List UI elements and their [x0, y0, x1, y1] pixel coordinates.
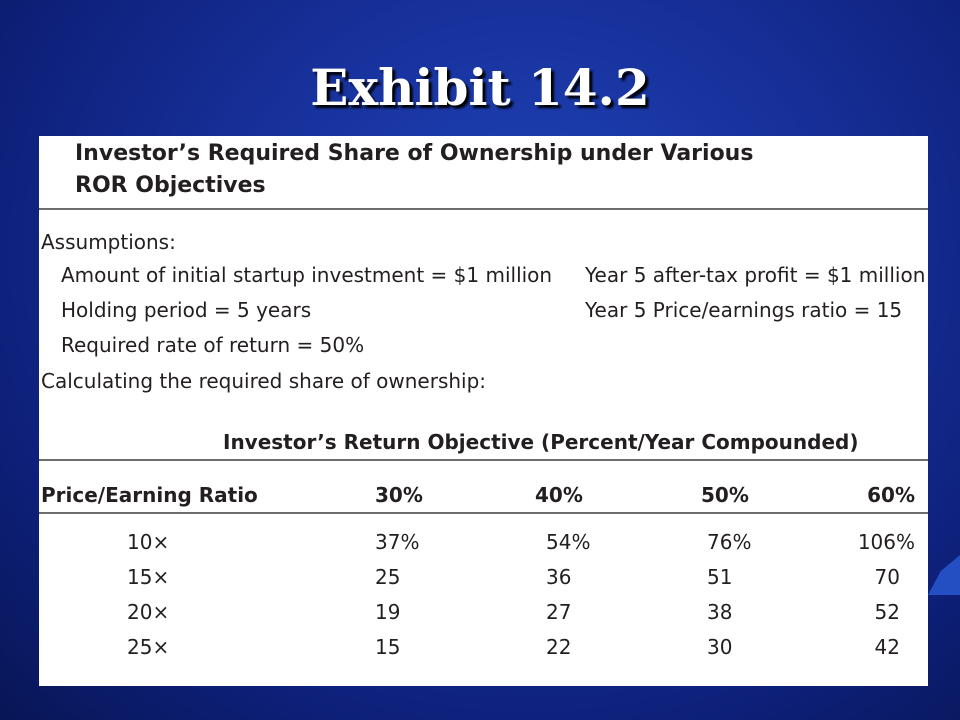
row-cell-50: 38 — [707, 600, 733, 624]
row-cell-60: 52 — [874, 600, 900, 624]
exhibit-table — [39, 136, 928, 686]
row-pe-cell: 10× — [127, 530, 170, 554]
assumption-holding-period: Holding period = 5 years — [61, 298, 312, 322]
assumption-required-return: Required rate of return = 50% — [61, 333, 365, 357]
column-header-40: 40% — [535, 483, 583, 507]
column-header-pe-ratio: Price/Earning Ratio — [41, 483, 258, 507]
table-title — [75, 138, 753, 202]
row-pe-cell: 20× — [127, 600, 170, 624]
row-pe-cell: 25× — [127, 635, 170, 659]
divider — [39, 208, 928, 210]
background-decoration — [928, 555, 960, 595]
row-cell-50: 30 — [707, 635, 733, 659]
row-cell-60: 106% — [857, 530, 915, 554]
column-group-header: Investor’s Return Objective (Percent/Year Compounded) — [223, 430, 859, 454]
divider — [39, 459, 928, 461]
row-cell-30: 25 — [375, 565, 401, 589]
row-cell-30: 19 — [375, 600, 401, 624]
slide-title: Exhibit 14.2 — [310, 58, 650, 117]
row-cell-50: 76% — [707, 530, 752, 554]
row-cell-40: 36 — [546, 565, 572, 589]
row-cell-40: 27 — [546, 600, 572, 624]
table-title-line-2: ROR Objectives — [75, 173, 266, 198]
row-cell-40: 22 — [546, 635, 572, 659]
row-cell-30: 37% — [375, 530, 420, 554]
assumption-pe-ratio: Year 5 Price/earnings ratio = 15 — [585, 298, 903, 322]
assumption-profit: Year 5 after-tax profit = $1 million — [585, 263, 926, 287]
row-cell-60: 70 — [874, 565, 900, 589]
row-cell-50: 51 — [707, 565, 733, 589]
row-cell-60: 42 — [874, 635, 900, 659]
assumptions-label: Assumptions: — [41, 230, 176, 254]
column-header-50: 50% — [701, 483, 749, 507]
row-cell-40: 54% — [546, 530, 591, 554]
assumption-investment: Amount of initial startup investment = $1 million — [61, 263, 553, 287]
row-cell-30: 15 — [375, 635, 401, 659]
row-pe-cell: 15× — [127, 565, 170, 589]
calculation-label: Calculating the required share of ownership: — [41, 369, 487, 393]
table-title-line-1: Investor’s Required Share of Ownership under Various — [75, 141, 754, 166]
column-header-60: 60% — [867, 483, 915, 507]
divider — [39, 512, 928, 514]
column-header-30: 30% — [375, 483, 423, 507]
